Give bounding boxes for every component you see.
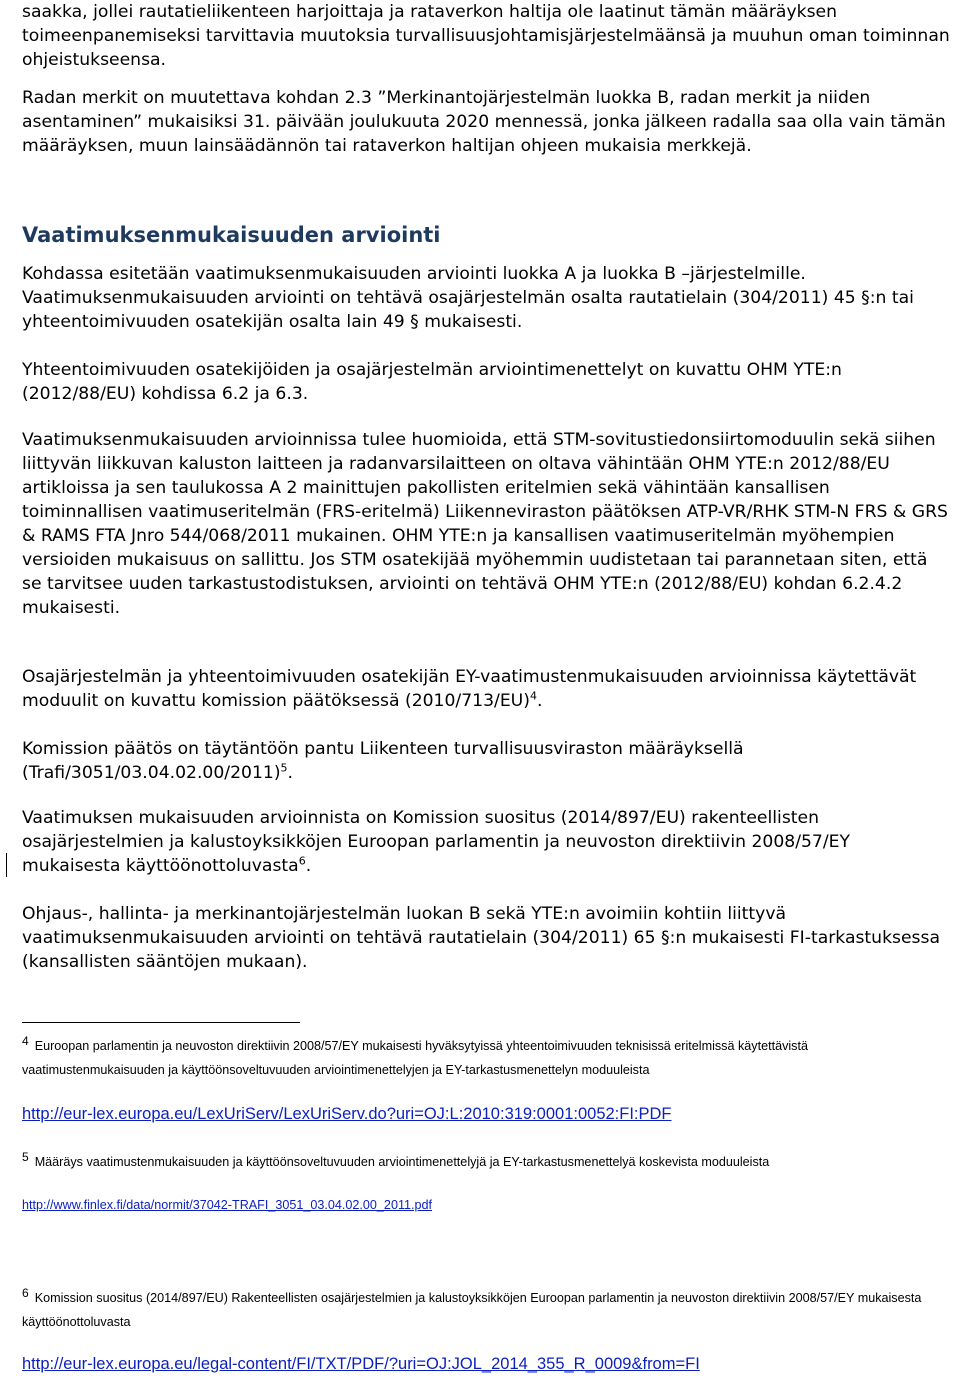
footnote-4-link[interactable]: http://eur-lex.europa.eu/LexUriServ/LexUriServ.do?uri=OJ:L:2010:319:0001:0052:FI:PDF [22,1105,672,1123]
footnote-5 [22,1150,947,1174]
footnote-ref-4[interactable]: 4 [529,689,537,703]
paragraph-modules-text: Osajärjestelmän ja yhteentoimivuuden osatekijän EY-vaatimustenmukaisuuden arvioinnissa käytettävät moduulit on kuvattu komission päätöksessä (2010/713/EU) [22,667,917,711]
footnote-4-number: 4 [22,1033,29,1048]
footnote-separator [22,1022,300,1023]
paragraph-stm-requirements: Vaatimuksenmukaisuuden arvioinnissa tulee huomioida, että STM-sovitustiedonsiirtomoduulin sekä siihen liittyvän liikkuvan kaluston laitteen ja radanvarsilaitteen on oltava vähintään OHM YTE:n 2012/88/EU artikloissa ja sen taulukossa A 2 mainittujen pakollisten eritelmien sekä vähintään kansallisen toiminnallisen vaatimuseritelmän (FRS-eritelmä) Liikenneviraston päätöksen ATP-VR/RHK STM-N FRS & GRS & RAMS FTA Jnro 544/068/2011 mukainen. OHM YTE:n ja kansallisen vaatimuseritelmän myöhempien versioiden mukaisuus on sallittu. Jos STM osatekijää myöhemmin uudistetaan tai parannetaan siten, että se tarvitsee uuden tarkastustodistuksen, arviointi on tehtävä OHM YTE:n (2012/88/EU) kohdan 6.2.4.2 mukaisesti. [22,430,948,618]
footnote-6-number: 6 [22,1285,29,1300]
paragraph-track-signs: Radan merkit on muutettava kohdan 2.3 ”Merkinantojärjestelmän luokka B, radan merkit ja niiden asentaminen” mukaisiksi 31. päivään joulukuuta 2020 mennessä, jonka jälkeen radalla saa olla vain tämän määräyksen, muun lainsäädännön tai rataverkon haltijan ohjeen mukaisia merkkejä. [22,88,946,156]
footnote-5-text: Määräys vaatimustenmukaisuuden ja käyttöönsoveltuvuuden arviointimenettelyjä ja EY-tarkastusmenettelyä koskevista moduuleista [34,1155,770,1169]
paragraph-modules [22,665,952,713]
paragraph-commission-recommendation-end: . [305,856,312,876]
footnote-6-link[interactable]: http://eur-lex.europa.eu/legal-content/FI/TXT/PDF/?uri=OJ:JOL_2014_355_R_0009&from=FI [22,1355,700,1373]
paragraph-assessment-procedures: Yhteentoimivuuden osatekijöiden ja osajärjestelmän arviointimenettelyt on kuvattu OHM YTE:n (2012/88/EU) kohdissa 6.2 ja 6.3. [22,360,842,404]
footnote-4 [22,1034,947,1082]
footnote-6 [22,1286,947,1334]
paragraph-commission-decision-text: Komission päätös on täytäntöön pantu Liikenteen turvallisuusviraston määräyksellä (Trafi/3051/03.04.02.00/2011) [22,739,744,783]
footnote-5-link[interactable]: http://www.finlex.fi/data/normit/37042-TRAFI_3051_03.04.02.00_2011.pdf [22,1198,433,1212]
footnote-ref-5[interactable]: 5 [280,761,288,775]
footnote-6-text: Komission suositus (2014/897/EU) Rakenteellisten osajärjestelmien ja kalustoyksikköjen Euroopan parlamentin ja neuvoston direktiivin 2008/57/EY mukaisesta käyttöönottoluvasta [22,1291,922,1329]
paragraph-commission-recommendation [22,806,952,878]
paragraph-transition-intro: saakka, jollei rautatieliikenteen harjoittaja ja rataverkon haltija ole laatinut tämän määräyksen toimeenpanemiseksi tarvittavia muutoksia turvallisuusjohtamisjärjestelmäänsä ja muuhun oman toiminnan ohjeistukseensa. [22,2,950,70]
section-heading: Vaatimuksenmukaisuuden arviointi [22,223,441,247]
paragraph-commission-decision-end: . [287,763,294,783]
paragraph-commission-recommendation-text: Vaatimuksen mukaisuuden arvioinnista on Komission suositus (2014/897/EU) rakenteellisten osajärjestelmien ja kalustoyksikköjen Euroopan parlamentin ja neuvoston direktiivin 2008/57/EY mukaisesta käyttöönottoluvasta [22,808,851,876]
paragraph-class-b-assessment: Ohjaus-, hallinta- ja merkinantojärjestelmän luokan B sekä YTE:n avoimiin kohtiin liittyvä vaatimuksenmukaisuuden arviointi on tehtävä rautatielain (304/2011) 65 §:n mukaisesti FI-tarkastuksessa (kansallisten sääntöjen mukaan). [22,904,940,972]
paragraph-modules-end: . [536,691,543,711]
footnote-4-text: Euroopan parlamentin ja neuvoston direktiivin 2008/57/EY mukaisesti hyväksytyissä yhteentoimivuuden teknisissä eritelmissä käytettävistä vaatimustenmukaisuuden ja käyttöönsoveltuvuuden arviointimenettelyjen ja EY-tarkastusmenettelyn moduuleista [22,1039,808,1077]
footnote-ref-6[interactable]: 6 [298,854,306,868]
footnote-5-number: 5 [22,1149,29,1164]
paragraph-assessment-scope: Kohdassa esitetään vaatimuksenmukaisuuden arviointi luokka A ja luokka B –järjestelmille. Vaatimuksenmukaisuuden arviointi on tehtävä osajärjestelmän osalta rautatielain (304/2011) 45 §:n tai yhteentoimivuuden osatekijän osalta lain 49 § mukaisesti. [22,264,914,332]
revision-change-bar [6,853,7,877]
paragraph-commission-decision [22,737,952,785]
